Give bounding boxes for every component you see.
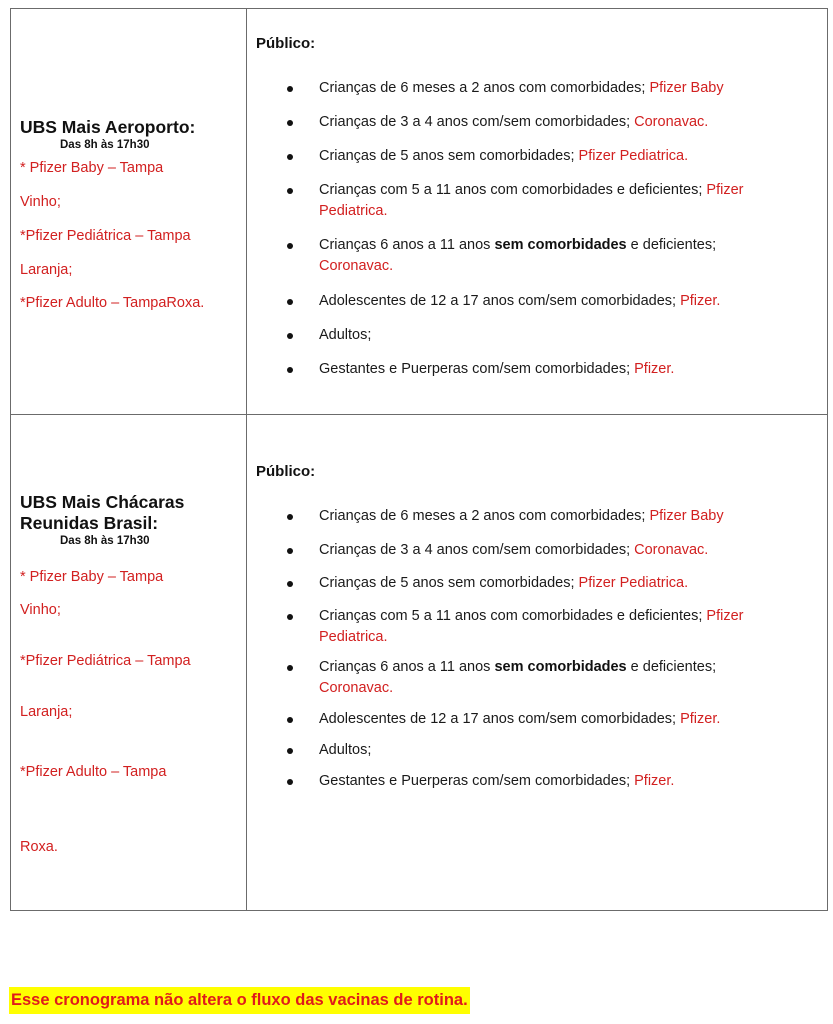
list-item: Adultos;	[287, 740, 797, 771]
bullet-icon	[287, 665, 293, 671]
bullet-icon	[287, 154, 293, 160]
vaccine-line: Vinho;	[20, 194, 61, 210]
hours-label: Das 8h às 17h30	[60, 535, 150, 547]
vaccine-line: Laranja;	[20, 262, 73, 278]
vaccine-line: *Pfizer Pediátrica – Tampa	[20, 228, 191, 244]
audience-cell	[247, 415, 827, 910]
vaccine-line: *Pfizer Adulto – TampaRoxa.	[20, 295, 205, 311]
bullet-icon	[287, 779, 293, 785]
list-item: Crianças de 5 anos sem comorbidades; Pfizer Pediatrica.	[287, 146, 797, 180]
hours-label: Das 8h às 17h30	[60, 139, 150, 151]
location-cell	[11, 9, 247, 414]
list-item: Gestantes e Puerperas com/sem comorbidades; Pfizer.	[287, 771, 797, 795]
publico-label: Público:	[256, 463, 316, 480]
bullet-icon	[287, 188, 293, 194]
audience-list	[287, 78, 797, 383]
ubs-title: UBS Mais Aeroporto:	[20, 117, 196, 137]
list-item: Adolescentes de 12 a 17 anos com/sem comorbidades; Pfizer.	[287, 291, 797, 325]
schedule-table	[10, 8, 828, 911]
footer-note: Esse cronograma não altera o fluxo das vacinas de rotina.	[9, 987, 470, 1014]
bullet-icon	[287, 367, 293, 373]
ubs-title: UBS Mais Chácaras	[20, 492, 185, 512]
vaccine-line: Roxa.	[20, 839, 58, 855]
table-row-aeroporto	[11, 9, 827, 415]
vaccine-line: Laranja;	[20, 704, 73, 720]
list-item: Adolescentes de 12 a 17 anos com/sem comorbidades; Pfizer.	[287, 709, 797, 740]
list-item: Adultos;	[287, 325, 797, 359]
table-row-chacaras	[11, 415, 827, 910]
list-item: Crianças de 6 meses a 2 anos com comorbidades; Pfizer Baby	[287, 78, 797, 112]
vaccine-line: Vinho;	[20, 602, 61, 618]
bullet-icon	[287, 243, 293, 249]
list-item: Crianças de 3 a 4 anos com/sem comorbidades; Coronavac.	[287, 540, 797, 573]
bullet-icon	[287, 614, 293, 620]
bullet-icon	[287, 581, 293, 587]
vaccine-line: *Pfizer Pediátrica – Tampa	[20, 653, 191, 669]
list-item: Crianças com 5 a 11 anos com comorbidades e deficientes; Pfizer Pediatrica.	[287, 180, 797, 235]
location-cell	[11, 415, 247, 910]
bullet-icon	[287, 333, 293, 339]
bullet-icon	[287, 299, 293, 305]
audience-list	[287, 506, 797, 795]
publico-label: Público:	[256, 35, 316, 52]
bullet-icon	[287, 717, 293, 723]
list-item: Crianças de 3 a 4 anos com/sem comorbidades; Coronavac.	[287, 112, 797, 146]
list-item: Crianças 6 anos a 11 anos sem comorbidades e deficientes; Coronavac.	[287, 657, 797, 709]
bullet-icon	[287, 748, 293, 754]
bullet-icon	[287, 120, 293, 126]
audience-cell	[247, 9, 827, 414]
list-item: Gestantes e Puerperas com/sem comorbidades; Pfizer.	[287, 359, 797, 383]
vaccine-line: * Pfizer Baby – Tampa	[20, 160, 164, 176]
list-item: Crianças com 5 a 11 anos com comorbidades e deficientes; Pfizer Pediatrica.	[287, 606, 797, 657]
list-item: Crianças 6 anos a 11 anos sem comorbidades e deficientes; Coronavac.	[287, 235, 797, 291]
ubs-title: Reunidas Brasil:	[20, 513, 159, 533]
list-item: Crianças de 5 anos sem comorbidades; Pfizer Pediatrica.	[287, 573, 797, 606]
vaccine-line: * Pfizer Baby – Tampa	[20, 569, 164, 585]
list-item: Crianças de 6 meses a 2 anos com comorbidades; Pfizer Baby	[287, 506, 797, 540]
bullet-icon	[287, 86, 293, 92]
vaccine-line: *Pfizer Adulto – Tampa	[20, 764, 167, 780]
bullet-icon	[287, 548, 293, 554]
bullet-icon	[287, 514, 293, 520]
